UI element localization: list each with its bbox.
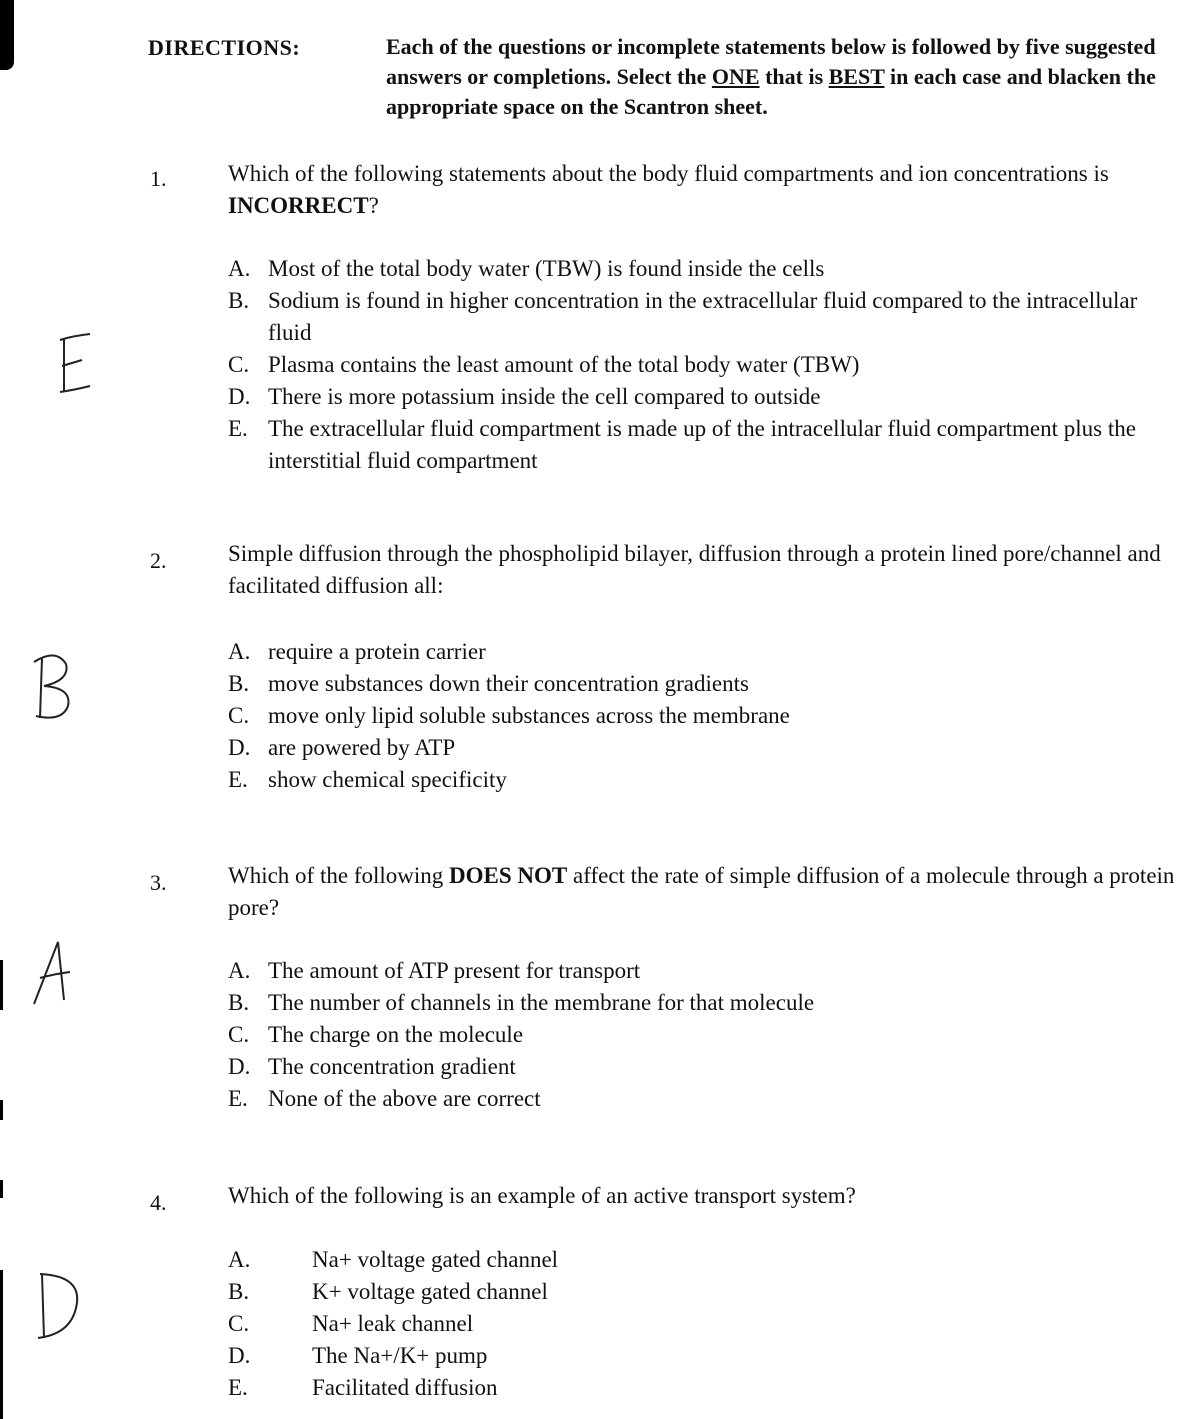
option-item bbox=[228, 1340, 1178, 1372]
option-letter: C. bbox=[228, 1311, 250, 1336]
option-list bbox=[228, 955, 1178, 1115]
scan-edge-mark bbox=[0, 1180, 3, 1198]
option-letter: A. bbox=[228, 958, 251, 983]
option-letter: A. bbox=[228, 639, 251, 664]
option-item bbox=[228, 764, 1178, 796]
option-letter: E. bbox=[228, 1375, 248, 1400]
option-item bbox=[228, 253, 1178, 285]
option-text: Facilitated diffusion bbox=[312, 1375, 498, 1400]
directions-text-part: that is bbox=[759, 64, 829, 89]
question-stem bbox=[228, 158, 1178, 222]
option-list bbox=[228, 253, 1178, 477]
scan-edge-mark bbox=[0, 0, 14, 70]
option-text: Plasma contains the least amount of the total body water (TBW) bbox=[268, 352, 860, 377]
option-letter: E. bbox=[228, 767, 248, 792]
scan-edge-mark bbox=[0, 960, 3, 1010]
option-letter: C. bbox=[228, 1022, 250, 1047]
stem-text: Which of the following bbox=[228, 863, 450, 888]
option-text: None of the above are correct bbox=[268, 1086, 541, 1111]
directions-text-part: Each of the questions or incomplete statements below is followed by five suggested answers or completions. Select the bbox=[386, 34, 1156, 89]
question-number: 4. bbox=[150, 1190, 167, 1215]
scan-edge-mark bbox=[0, 1100, 3, 1120]
option-item bbox=[228, 285, 1178, 349]
question-number: 2. bbox=[150, 548, 167, 573]
option-text: Na+ voltage gated channel bbox=[312, 1247, 559, 1272]
handwritten-answer-e bbox=[50, 330, 100, 405]
option-item bbox=[228, 732, 1178, 764]
option-text: The extracellular fluid compartment is made up of the intracellular fluid compartment plus the interstitial fluid compartment bbox=[268, 416, 1136, 473]
handwritten-answer-a bbox=[28, 938, 78, 1013]
directions-best: BEST bbox=[828, 64, 885, 89]
option-letter: A. bbox=[228, 1247, 251, 1272]
question-stem bbox=[228, 538, 1178, 602]
option-letter: B. bbox=[228, 990, 250, 1015]
option-item bbox=[228, 987, 1178, 1019]
option-letter: C. bbox=[228, 703, 250, 728]
option-text: The concentration gradient bbox=[268, 1054, 516, 1079]
option-text: Na+ leak channel bbox=[312, 1311, 474, 1336]
option-item bbox=[228, 349, 1178, 381]
option-item bbox=[228, 1372, 1178, 1404]
stem-text: Simple diffusion through the phospholipid bilayer, diffusion through a protein lined pore/channel and facilitated diffusion all: bbox=[228, 541, 1161, 598]
option-letter: A. bbox=[228, 256, 251, 281]
option-text: move substances down their concentration gradients bbox=[268, 671, 749, 696]
option-text: The Na+/K+ pump bbox=[312, 1343, 488, 1368]
option-letter: D. bbox=[228, 1343, 251, 1368]
stem-text: ? bbox=[368, 193, 379, 218]
option-text: The charge on the molecule bbox=[268, 1022, 524, 1047]
option-text: K+ voltage gated channel bbox=[312, 1279, 548, 1304]
option-item bbox=[228, 1308, 1178, 1340]
directions-text bbox=[386, 32, 1186, 122]
option-item bbox=[228, 1244, 1178, 1276]
option-text: show chemical specificity bbox=[268, 767, 507, 792]
option-letter: E. bbox=[228, 1086, 248, 1111]
handwritten-answer-d bbox=[32, 1268, 82, 1348]
option-text: Most of the total body water (TBW) is found inside the cells bbox=[268, 256, 825, 281]
option-letter: D. bbox=[228, 735, 251, 760]
scan-edge-mark bbox=[0, 1270, 3, 1419]
stem-text: Which of the following is an example of an active transport system? bbox=[228, 1183, 856, 1208]
option-letter: B. bbox=[228, 671, 250, 696]
handwritten-answer-b bbox=[28, 650, 78, 730]
option-text: There is more potassium inside the cell compared to outside bbox=[268, 384, 821, 409]
option-letter: E. bbox=[228, 416, 248, 441]
option-item bbox=[228, 1019, 1178, 1051]
directions-one: ONE bbox=[711, 64, 760, 89]
option-letter: B. bbox=[228, 288, 250, 313]
question-stem bbox=[228, 860, 1178, 924]
option-item bbox=[228, 413, 1178, 477]
stem-emphasis: INCORRECT bbox=[228, 193, 369, 218]
option-letter: B. bbox=[228, 1279, 250, 1304]
stem-emphasis: DOES NOT bbox=[449, 863, 568, 888]
option-text: move only lipid soluble substances across the membrane bbox=[268, 703, 790, 728]
option-letter: D. bbox=[228, 1054, 251, 1079]
question-stem bbox=[228, 1180, 1178, 1212]
option-item bbox=[228, 1083, 1178, 1115]
option-item bbox=[228, 381, 1178, 413]
option-item bbox=[228, 1051, 1178, 1083]
option-letter: D. bbox=[228, 384, 251, 409]
option-list bbox=[228, 1244, 1178, 1404]
option-item bbox=[228, 955, 1178, 987]
question-number: 3. bbox=[150, 870, 167, 895]
option-text: Sodium is found in higher concentration in the extracellular fluid compared to the intracellular fluid bbox=[268, 288, 1138, 345]
stem-text: affect the rate of simple diffusion of a molecule through a protein pore? bbox=[228, 863, 1175, 920]
option-item bbox=[228, 668, 1178, 700]
option-text: The amount of ATP present for transport bbox=[268, 958, 641, 983]
option-text: are powered by ATP bbox=[268, 735, 456, 760]
option-item bbox=[228, 1276, 1178, 1308]
option-text: require a protein carrier bbox=[268, 639, 486, 664]
question-number: 1. bbox=[150, 166, 167, 191]
option-item bbox=[228, 700, 1178, 732]
directions-label: DIRECTIONS: bbox=[148, 35, 301, 60]
stem-text: Which of the following statements about the body fluid compartments and ion concentrations is bbox=[228, 161, 1109, 186]
option-item bbox=[228, 636, 1178, 668]
directions-text-part: in each case and blacken the appropriate space on the Scantron sheet. bbox=[386, 64, 1156, 119]
option-letter: C. bbox=[228, 352, 250, 377]
option-list bbox=[228, 636, 1178, 796]
option-text: The number of channels in the membrane for that molecule bbox=[268, 990, 815, 1015]
